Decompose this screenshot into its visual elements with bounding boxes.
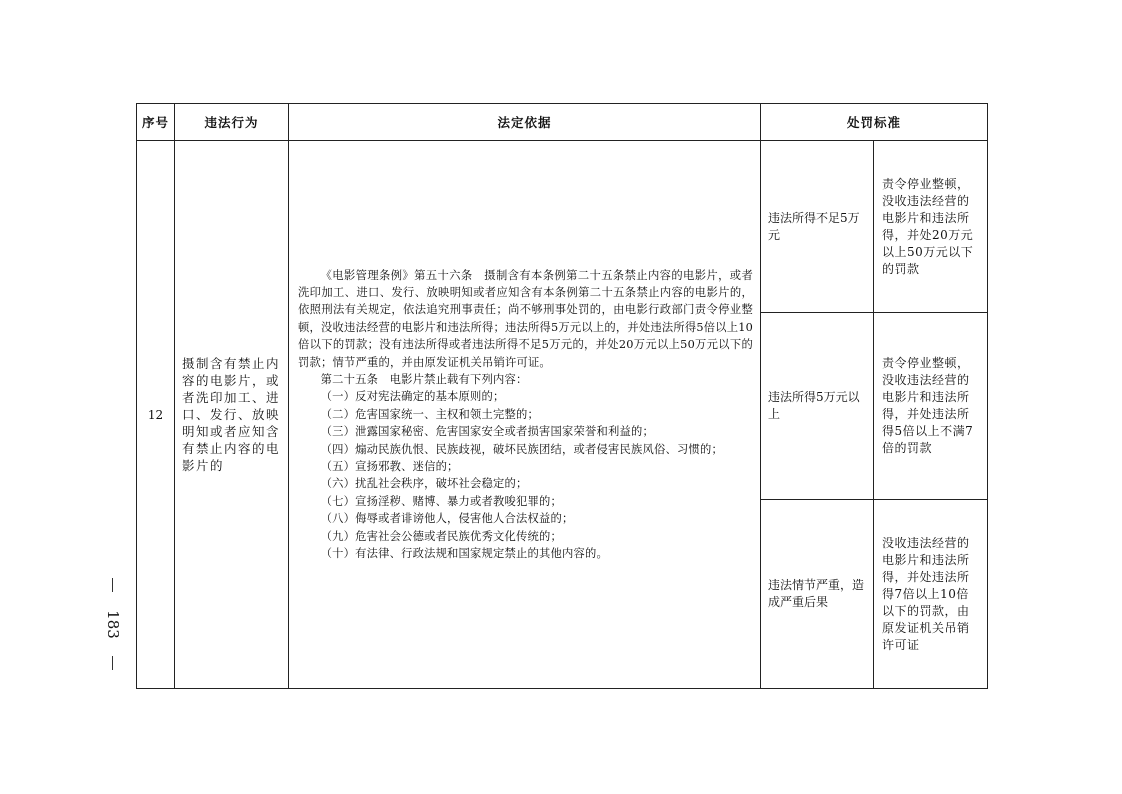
page-number-dash-bottom [112, 656, 113, 670]
basis-item: （五）宣扬邪教、迷信的； [320, 460, 459, 474]
basis-item: （四）煽动民族仇恨、民族歧视，破坏民族团结，或者侵害民族风俗、习惯的； [320, 442, 723, 456]
basis-item: （十）有法律、行政法规和国家规定禁止的其他内容的。 [320, 547, 609, 561]
penalty-condition: 违法情节严重，造成严重后果 [761, 500, 874, 689]
basis-article-25: 第二十五条 电影片禁止载有下列内容： [320, 372, 528, 386]
page-number-block [98, 578, 126, 670]
header-penalty: 处罚标准 [761, 104, 988, 141]
penalty-condition: 违法所得不足5万元 [761, 141, 874, 313]
penalty-standard: 没收违法经营的电影片和违法所得，并处违法所得7倍以上10倍以下的罚款，由原发证机关吊销许可证 [874, 500, 988, 689]
penalty-standard-table [136, 103, 988, 689]
penalty-standard: 责令停业整顿，没收违法经营的电影片和违法所得，并处20万元以上50万元以下的罚款 [874, 141, 988, 313]
basis-item: （二）危害国家统一、主权和领土完整的； [320, 407, 540, 421]
page-number: 183 [103, 609, 122, 639]
penalty-standard: 责令停业整顿，没收违法经营的电影片和违法所得，并处违法所得5倍以上不满7倍的罚款 [874, 313, 988, 500]
basis-item: （八）侮辱或者诽谤他人，侵害他人合法权益的； [320, 512, 574, 526]
basis-item: （七）宣扬淫秽、赌博、暴力或者教唆犯罪的； [320, 494, 563, 508]
table-header-row [137, 104, 988, 141]
header-basis: 法定依据 [289, 104, 761, 141]
basis-item: （六）扰乱社会秩序，破坏社会稳定的； [320, 477, 528, 491]
header-act: 违法行为 [175, 104, 289, 141]
table-row [137, 141, 988, 313]
basis-item: （三）泄露国家秘密、危害国家安全或者损害国家荣誉和利益的； [320, 425, 655, 439]
basis-item: （九）危害社会公德或者民族优秀文化传统的； [320, 529, 563, 543]
header-seq: 序号 [137, 104, 175, 141]
page-number-dash-top [112, 578, 113, 592]
row-seq: 12 [137, 141, 175, 689]
basis-item: （一）反对宪法确定的基本原则的； [320, 390, 505, 404]
basis-article-56: 《电影管理条例》第五十六条 摄制含有本条例第二十五条禁止内容的电影片，或者洗印加工、进口、发行、放映明知或者应知含有本条例第二十五条禁止内容的电影片的，依照刑法有关规定，依法追究刑事责任；尚不够刑事处罚的，由电影行政部门责令停业整顿，没收违法经营的电影片和违法所得；违法所得5万元以上的，并处违法所得5倍以上10倍以下的罚款；没有违法所得或者违法所得不足5万元的，并处20万元以上50万元以下的罚款；情节严重的，并由原发证机关吊销许可证。 [298, 268, 753, 369]
legal-basis [289, 141, 761, 689]
violation-act: 摄制含有禁止内容的电影片，或者洗印加工、进口、发行、放映明知或者应知含有禁止内容的电影片的 [175, 141, 289, 689]
penalty-condition: 违法所得5万元以上 [761, 313, 874, 500]
